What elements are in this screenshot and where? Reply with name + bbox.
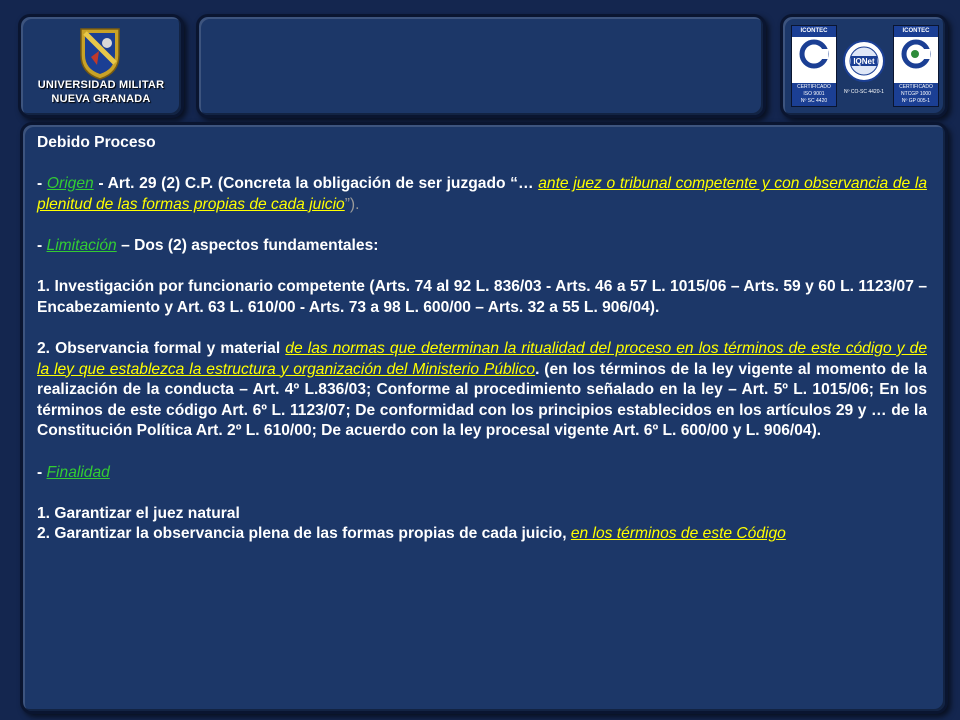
finalidad-link[interactable]: Finalidad: [46, 463, 110, 481]
origen-link[interactable]: Origen: [46, 175, 94, 193]
finalidad-item-2: [37, 524, 927, 545]
badge-line: ISO 9001: [803, 91, 825, 97]
icontec-logo-icon: [901, 39, 931, 69]
origen-text: - Art. 29 (2) C.P. (Concreta la obligación de ser juzgado “…: [93, 175, 539, 193]
observancia-start: 2. Observancia formal y material: [37, 339, 286, 357]
iqnet-logo-icon: [841, 35, 887, 95]
main-content-panel: [20, 122, 948, 714]
university-crest-icon: [77, 25, 123, 81]
origen-tail: ”).: [344, 195, 360, 213]
limitacion-text: – Dos (2) aspectos fundamentales:: [116, 236, 379, 254]
paragraph-observancia: [37, 339, 927, 442]
finalidad-item-1: 1. Garantizar el juez natural: [37, 504, 240, 522]
paragraph-finalidad: [37, 463, 927, 484]
certifications-panel: [780, 14, 948, 118]
badge-line: CERTIFICADO: [797, 84, 831, 90]
finalidad-item-2-text: 2. Garantizar la observancia plena de las formas propias de cada juicio,: [37, 525, 571, 543]
bullet-dash: -: [37, 236, 47, 254]
badge-line: NTCGP 1000: [901, 91, 931, 97]
logo-subtitle: NUEVA GRANADA: [51, 93, 151, 105]
badge-line: Nº GP 005-1: [901, 98, 931, 104]
limitacion-link[interactable]: Limitación: [46, 236, 117, 254]
observancia-rest: . (en los términos de la ley vigente al momento de la realización de la conducta – Art. 4º L.836/03; Conforme al procedimiento señalado en la ley – Art. 5º L. 1015/06; En los términos de este código Art. 6º L. 1123/07; De conformidad con los principios establecidos en los artículos 29 y … de la Constitución Política Art. 2º L. 610/00; De acuerdo con la ley procesal vigente Art. 6º L. 600/00 y L. 906/04).: [37, 360, 927, 440]
bullet-dash: -: [37, 463, 47, 481]
badge-caption: [792, 83, 836, 106]
header-banner: [196, 14, 766, 118]
badge-line: CERTIFICADO: [899, 84, 933, 90]
paragraph-limitacion: [37, 236, 927, 257]
icontec-logo-icon: [799, 39, 829, 69]
bullet-dash: -: [37, 175, 47, 193]
badge-brand: ICONTEC: [792, 26, 836, 37]
observancia-quote[interactable]: de las normas que determinan la ritualidad del proceso en los términos de este código y de la ley que establezca la estructura y organización del Ministerio Público: [37, 339, 927, 378]
badge-brand: ICONTEC: [894, 26, 938, 37]
badge-caption: [894, 83, 938, 106]
paragraph-investigacion: 1. Investigación por funcionario competente (Arts. 74 al 92 L. 836/03 - Arts. 46 a 57 L. 1015/06 – Arts. 59 y 60 L. 1123/07 – Encabezamiento y Art. 63 L. 610/00 - Arts. 73 a 98 L. 600/00 – Arts. 32 a 55 L. 906/04).: [37, 278, 927, 316]
finalidad-item-2-quote[interactable]: en los términos de este Código: [570, 525, 786, 543]
logo-title: UNIVERSIDAD MILITAR: [37, 79, 165, 91]
iqnet-caption: Nº CO-SC 4420-1: [844, 89, 884, 95]
logo-panel: [18, 14, 184, 118]
paragraph-origen: [37, 174, 927, 215]
icontec-iso-badge: [791, 25, 837, 107]
iqnet-label: IQNet: [853, 57, 875, 66]
slide-title: Debido Proceso: [37, 134, 156, 151]
origen-quote[interactable]: ante juez o tribunal competente y con observancia de la plenitud de las formas propias de cada juicio: [37, 175, 927, 213]
slide-text: [37, 133, 927, 545]
icontec-ntcgp-badge: [893, 25, 939, 107]
badge-line: Nº SC 4420: [800, 98, 828, 104]
